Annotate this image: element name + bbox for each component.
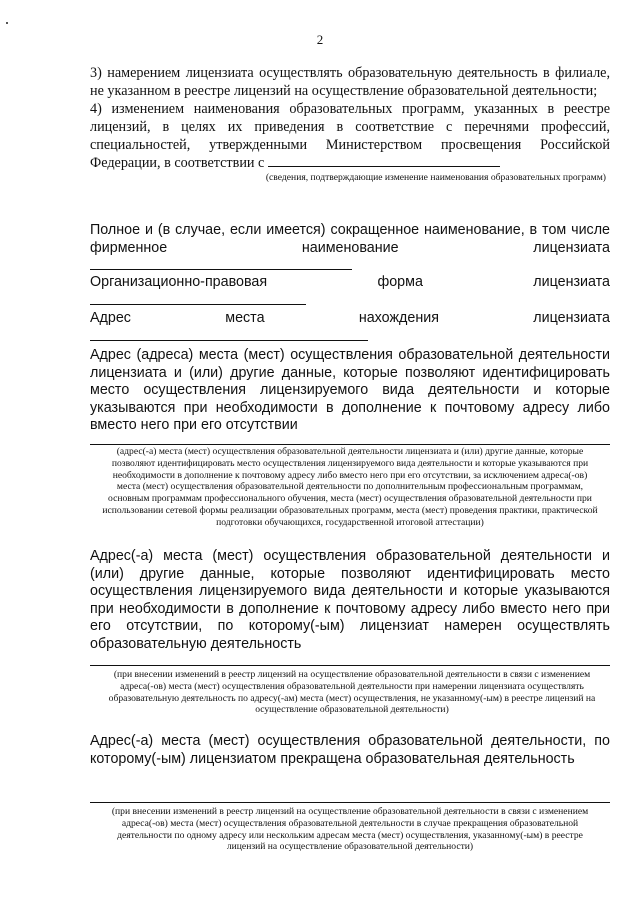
full-name-input-line[interactable]	[90, 257, 352, 270]
activity-address-input-line[interactable]	[90, 444, 610, 445]
terminated-address-hint-box	[100, 806, 600, 853]
legal-form-field	[90, 274, 610, 310]
list-item-4	[90, 100, 610, 172]
legal-form-label	[90, 274, 610, 310]
activity-address-text: Адрес (адреса) места (мест) осуществления образовательной деятельности лицензиата и (или) другие данные, которые позволяют идентифицировать место осуществления лицензируемого вида деятельности и которые указываются при необходимости в дополнение к почтовому адресу либо вместо него при его отсутствии	[90, 347, 610, 434]
intended-address-section	[90, 548, 610, 654]
intended-address-hint-box	[96, 669, 608, 716]
page-number: 2	[316, 32, 324, 47]
intended-address-hint: (при внесении изменений в реестр лицензий на осуществление образовательной деятельности в связи с изменением адреса(-ов) места (мест) осуществления образовательной деятельности при намерении лицензиата осуществлять образовательную деятельность по адресу(-ам) места (мест) осуществления, не указанному(-ым) в реестре лицензий на осуществление образовательной деятельности)	[108, 669, 596, 716]
scan-speck	[6, 22, 8, 24]
list-items	[90, 64, 610, 184]
list-item-3: 3) намерением лицензиата осуществлять образовательную деятельность в филиале, не указанном в реестре лицензий на осуществление образовательной деятельности;	[90, 65, 610, 99]
activity-address-hint-box	[100, 446, 600, 529]
item4-hint: (сведения, подтверждающие изменение наименования образовательных программ)	[265, 172, 606, 183]
item4-fill-line[interactable]	[268, 154, 500, 167]
activity-address-section	[90, 347, 610, 435]
legal-form-label-text: Организационно-правовая форма лицензиата	[90, 274, 610, 290]
location-address-field	[90, 310, 610, 346]
full-name-label	[90, 222, 610, 276]
full-name-field	[90, 222, 610, 276]
activity-address-hint: (адрес(-а) места (мест) осуществления образовательной деятельности лицензиата и (или) другие данные, которые позволяют идентифицировать место осуществления лицензируемого вида деятельности и которые указываются при необходимости в дополнение к почтовому адресу либо вместо него при его отсутствии, за исключением адреса(-ов) места (мест) осуществления образовательной деятельности по дополнительным профессиональным программам, основным программам профессионального обучения, места (мест) осуществления образовательной деятельности при использовании сетевой формы реализации образовательных программ, места (мест) проведения практики, практической подготовки обучающихся, государственной итоговой аттестации)	[102, 446, 598, 528]
list-item-4-text: 4) изменением наименования образовательных программ, указанных в реестре лицензий, в целях их приведения в соответствие с перечнями профессий, специальностей, утвержденными Министерством просвещения Российской Федерации, в соответствии с	[90, 101, 610, 171]
intended-address-text: Адрес(-а) места (мест) осуществления образовательной деятельности и (или) другие данные, которые позволяют идентифицировать место осуществления лицензируемого вида деятельности и которые указываются при необходимости в дополнение к почтовому адресу либо вместо него при его отсутствии, по которому(-ым) лицензиат намерен осуществлять образовательную деятельность	[90, 548, 610, 652]
location-address-label-text: Адрес места нахождения лицензиата	[90, 310, 610, 326]
legal-form-input-line[interactable]	[90, 292, 306, 305]
terminated-address-input-line[interactable]	[90, 802, 610, 803]
full-name-label-text: Полное и (в случае, если имеется) сокращенное наименование, в том числе фирменное наименование лицензиата	[90, 222, 610, 256]
intended-address-input-line[interactable]	[90, 665, 610, 666]
terminated-address-hint: (при внесении изменений в реестр лицензий на осуществление образовательной деятельности в связи с изменением адреса(-ов) места (мест) осуществления образовательной деятельности в случае прекращения образовательной деятельности по одному адресу или нескольким адресам места (мест) осуществления, указанному(-ым) в реестре лицензий на осуществление образовательной деятельности)	[111, 806, 589, 853]
location-address-label	[90, 310, 610, 346]
location-address-input-line[interactable]	[90, 328, 368, 341]
terminated-address-section	[90, 733, 610, 768]
terminated-address-text: Адрес(-а) места (мест) осуществления образовательной деятельности, по которому(-ым) лицензиатом прекращена образовательная деятельность	[90, 733, 610, 767]
